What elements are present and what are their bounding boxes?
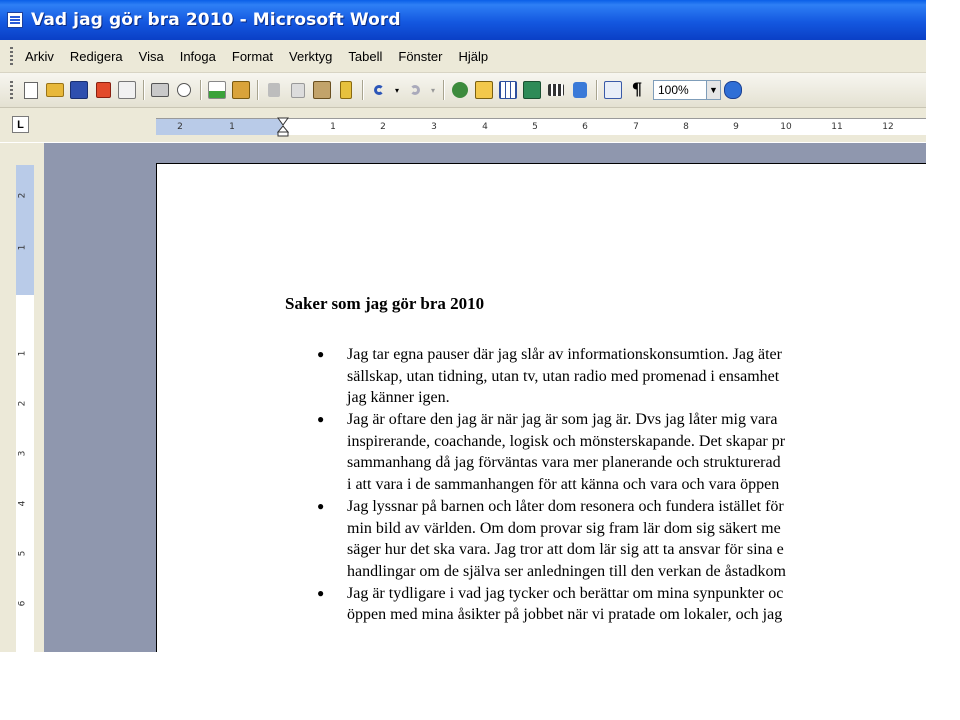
bullet-dot-icon: ● [317, 498, 325, 513]
text-line: Jag tar egna pauser där jag slår av informationskonsumtion. Jag äter [347, 346, 782, 363]
vertical-ruler-column [0, 143, 44, 652]
bullet-item[interactable] [305, 496, 926, 583]
document-map-icon[interactable] [602, 79, 624, 101]
top-margin-area [16, 165, 34, 295]
menu-infoga[interactable]: Infoga [179, 48, 216, 64]
bullet-dot-icon: ● [317, 347, 325, 361]
print-preview-icon[interactable] [173, 79, 195, 101]
horizontal-ruler[interactable] [156, 118, 926, 135]
text-line: inspirerande, coachande, logisk och mönsterskapande. Det skapar pr [347, 432, 786, 450]
text-line: Jag är tydligare i vad jag tycker och berättar om mina synpunkter oc [347, 584, 784, 602]
help-icon[interactable] [722, 79, 744, 101]
text-line: min bild av världen. Om dom provar sig fram lär dom sig säkert me [347, 519, 781, 537]
bullet-dot-icon: ● [317, 585, 325, 600]
toolbar-separator [443, 80, 444, 100]
ruler-label: 3 [431, 122, 437, 132]
ruler-label: 2 [380, 122, 386, 132]
copy-icon[interactable] [287, 79, 309, 101]
menu-arkiv[interactable]: Arkiv [25, 48, 54, 64]
ruler-label: 10 [780, 122, 792, 132]
menu-redigera[interactable]: Redigera [69, 48, 123, 64]
ruler-label: 1 [330, 122, 336, 132]
text-line: sammanhang då jag förväntas vara mer planerande och strukturerad [347, 454, 781, 472]
text-line: sällskap, utan tidning, utan tv, utan radio med promenad i ensamhet [347, 367, 780, 385]
vertical-ruler-label: 1 [17, 350, 28, 357]
bullet-list [305, 344, 926, 626]
hyperlink-icon[interactable] [449, 79, 471, 101]
toolbar-separator [257, 80, 258, 100]
show-formatting-icon[interactable]: ¶ [631, 80, 643, 100]
menu-format[interactable]: Format [231, 48, 274, 64]
menu-grip[interactable] [10, 47, 13, 65]
vertical-ruler-label: 6 [17, 600, 28, 607]
ruler-label: 12 [882, 122, 894, 132]
text-line: öppen med mina åsikter på jobbet när vi pratade om lokaler, och jag [347, 606, 783, 624]
tables-borders-icon[interactable] [473, 79, 495, 101]
vertical-ruler-label: 2 [17, 192, 28, 199]
vertical-ruler-label: 4 [17, 500, 28, 507]
title-bar[interactable] [0, 0, 926, 40]
vertical-ruler-label: 5 [17, 550, 28, 557]
ruler-label: 9 [733, 122, 739, 132]
toolbar-grip[interactable] [10, 81, 13, 99]
ruler-label: 2 [177, 122, 183, 132]
ruler-label: 11 [831, 122, 843, 132]
paste-icon[interactable] [311, 79, 333, 101]
print-icon[interactable] [149, 79, 171, 101]
ruler-label: 4 [482, 122, 488, 132]
horizontal-ruler-row [0, 108, 926, 142]
ruler-label: 5 [532, 122, 538, 132]
menu-verktyg[interactable]: Verktyg [289, 48, 333, 64]
menu-tabell[interactable]: Tabell [348, 48, 383, 64]
vertical-ruler[interactable] [16, 165, 34, 652]
ruler-label: 8 [683, 122, 689, 132]
ruler-label: 6 [582, 122, 588, 132]
toolbar-separator [596, 80, 597, 100]
standard-toolbar [0, 73, 926, 108]
document-page[interactable] [156, 163, 926, 652]
vertical-ruler-label: 3 [17, 450, 28, 457]
zoom-select[interactable]: 100% [653, 80, 707, 100]
bullet-item[interactable] [305, 344, 926, 409]
text-line: handlingar om de själva ser anledningen till den verkan de åstadkom [347, 562, 786, 580]
insert-excel-icon[interactable] [521, 79, 543, 101]
left-margin-area [156, 119, 282, 135]
undo-icon[interactable] [368, 79, 390, 101]
research-icon[interactable] [230, 79, 252, 101]
indent-marker-icon[interactable] [277, 117, 289, 137]
tab-selector[interactable]: L [12, 116, 29, 133]
format-painter-icon[interactable] [335, 79, 357, 101]
menu-fonster[interactable]: Fönster [398, 48, 443, 64]
document-heading[interactable]: Saker som jag gör bra 2010 [285, 294, 485, 313]
undo-dropdown[interactable]: ▾ [394, 85, 399, 95]
bullet-item[interactable] [305, 409, 926, 496]
text-line: säger hur det ska vara. Jag tror att dom lär sig att ta ansvar för sina e [347, 541, 784, 559]
menu-bar [0, 40, 926, 73]
open-folder-icon[interactable] [44, 79, 66, 101]
text-line: jag känner igen. [347, 389, 450, 407]
ruler-label: 1 [229, 122, 235, 132]
bullet-item[interactable] [305, 583, 926, 626]
cut-icon[interactable] [263, 79, 285, 101]
document-canvas [44, 143, 926, 652]
toolbar-separator [143, 80, 144, 100]
spelling-icon[interactable] [206, 79, 228, 101]
ruler-label: 7 [633, 122, 639, 132]
toolbar-separator [200, 80, 201, 100]
text-line: Jag lyssnar på barnen och låter dom resonera och fundera istället för [347, 497, 784, 515]
window-title: Vad jag gör bra 2010 - Microsoft Word [31, 10, 401, 30]
email-icon[interactable] [116, 79, 138, 101]
toolbar-separator [362, 80, 363, 100]
zoom-dropdown-arrow[interactable]: ▼ [707, 80, 721, 100]
permission-icon[interactable] [92, 79, 114, 101]
new-document-icon[interactable] [20, 79, 42, 101]
menu-hjalp[interactable]: Hjälp [458, 48, 489, 64]
insert-table-icon[interactable] [497, 79, 519, 101]
vertical-ruler-label: 1 [17, 244, 28, 251]
text-line: i att vara i de sammanhangen för att känna och vara och vara öppen [347, 476, 780, 494]
redo-dropdown[interactable]: ▾ [430, 85, 435, 95]
bullet-dot-icon: ● [317, 412, 325, 427]
vertical-ruler-label: 2 [17, 400, 28, 407]
menu-visa[interactable]: Visa [138, 48, 164, 64]
word-app-icon[interactable] [7, 12, 23, 28]
text-line: Jag är oftare den jag är när jag är som jag är. Dvs jag låter mig vara [347, 411, 778, 429]
columns-icon[interactable] [545, 79, 567, 101]
redo-icon[interactable] [404, 79, 426, 101]
save-icon[interactable] [68, 79, 90, 101]
drawing-icon[interactable] [569, 79, 591, 101]
